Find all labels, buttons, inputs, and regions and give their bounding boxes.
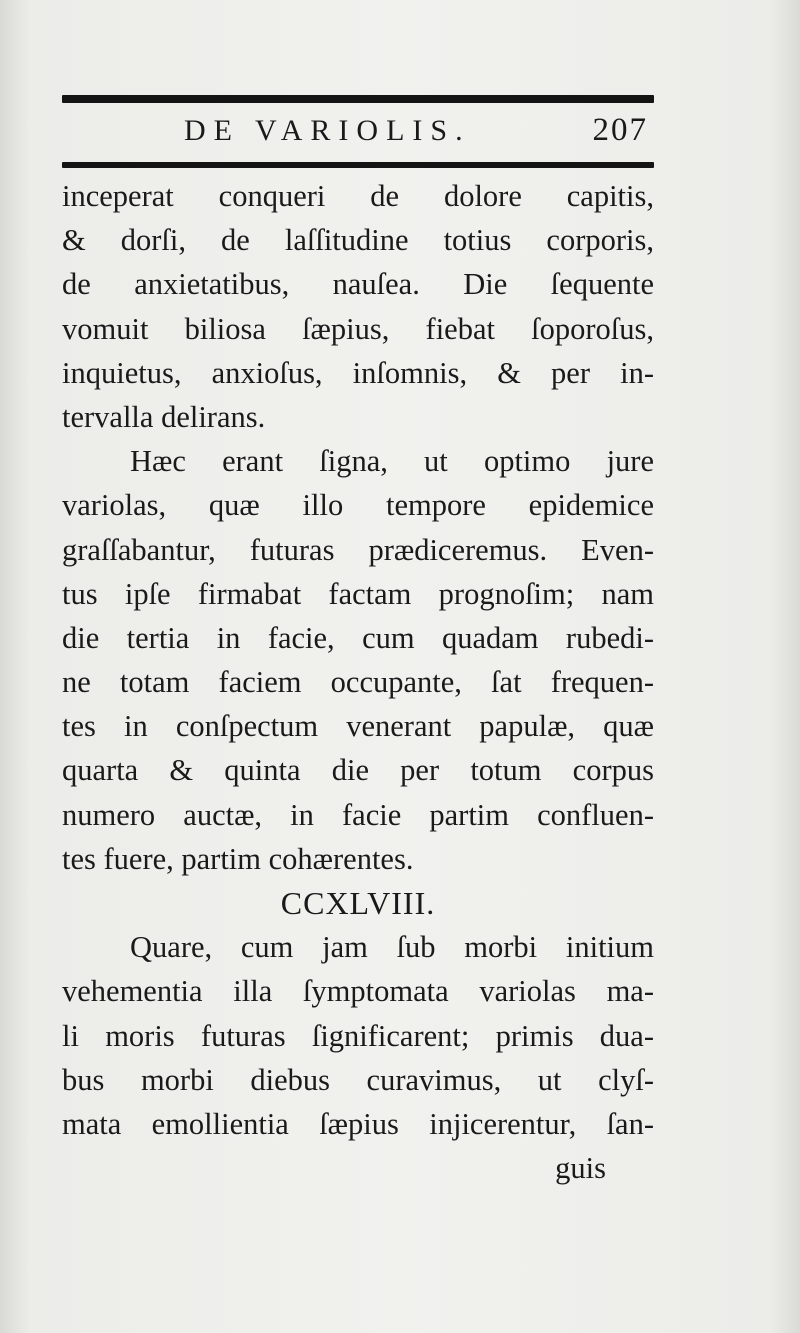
- text-line: & dorſi, de laſſitudine totius corporis,: [62, 223, 654, 258]
- header-rule-top: [62, 95, 654, 103]
- body-text: [62, 174, 654, 1190]
- text-line: vehementia illa ſymptomata variolas ma-: [62, 974, 654, 1009]
- text-line: bus morbi diebus curavimus, ut clyſ-: [62, 1062, 654, 1097]
- catchword: guis: [555, 1151, 606, 1186]
- text-line: tes fuere, partim cohærentes.: [62, 841, 414, 876]
- running-head: DE VARIOLIS.: [184, 114, 471, 147]
- text-line: numero auctæ, in facie partim confluen-: [62, 797, 654, 832]
- text-line: de anxietatibus, nauſea. Die ſequente: [62, 267, 654, 302]
- text-line: ne totam faciem occupante, ſat frequen-: [62, 665, 654, 700]
- page-header: [62, 108, 654, 158]
- text-line: die tertia in facie, cum quadam rubedi-: [62, 620, 654, 655]
- section-heading: CCXLVIII.: [280, 885, 436, 921]
- text-line: tervalla delirans.: [62, 399, 266, 434]
- text-line: vomuit biliosa ſæpius, fiebat ſoporoſus,: [62, 311, 654, 346]
- paragraph-2: [62, 439, 654, 881]
- page-number: 207: [592, 112, 648, 148]
- text-line: mata emollientia ſæpius injicerentur, ſan-: [62, 1106, 654, 1141]
- paragraph-1: [62, 174, 654, 439]
- text-line: Hæc erant ſigna, ut optimo jure: [130, 444, 654, 479]
- text-line: inquietus, anxioſus, inſomnis, & per in-: [62, 355, 654, 390]
- text-line: li moris futuras ſignificarent; primis dua-: [62, 1018, 654, 1053]
- text-line: tus ipſe firmabat factam prognoſim; nam: [62, 576, 654, 611]
- text-line: tes in conſpectum venerant papulæ, quæ: [62, 709, 654, 744]
- text-line: variolas, quæ illo tempore epidemice: [62, 488, 654, 523]
- text-line: quarta & quinta die per totum corpus: [62, 753, 654, 788]
- text-line: Quare, cum jam ſub morbi initium: [130, 930, 654, 965]
- header-rule-bottom: [62, 162, 654, 168]
- text-line: graſſabantur, futuras prædiceremus. Even-: [62, 532, 654, 567]
- text-line: inceperat conqueri de dolore capitis,: [62, 179, 654, 213]
- paragraph-3: [62, 925, 654, 1146]
